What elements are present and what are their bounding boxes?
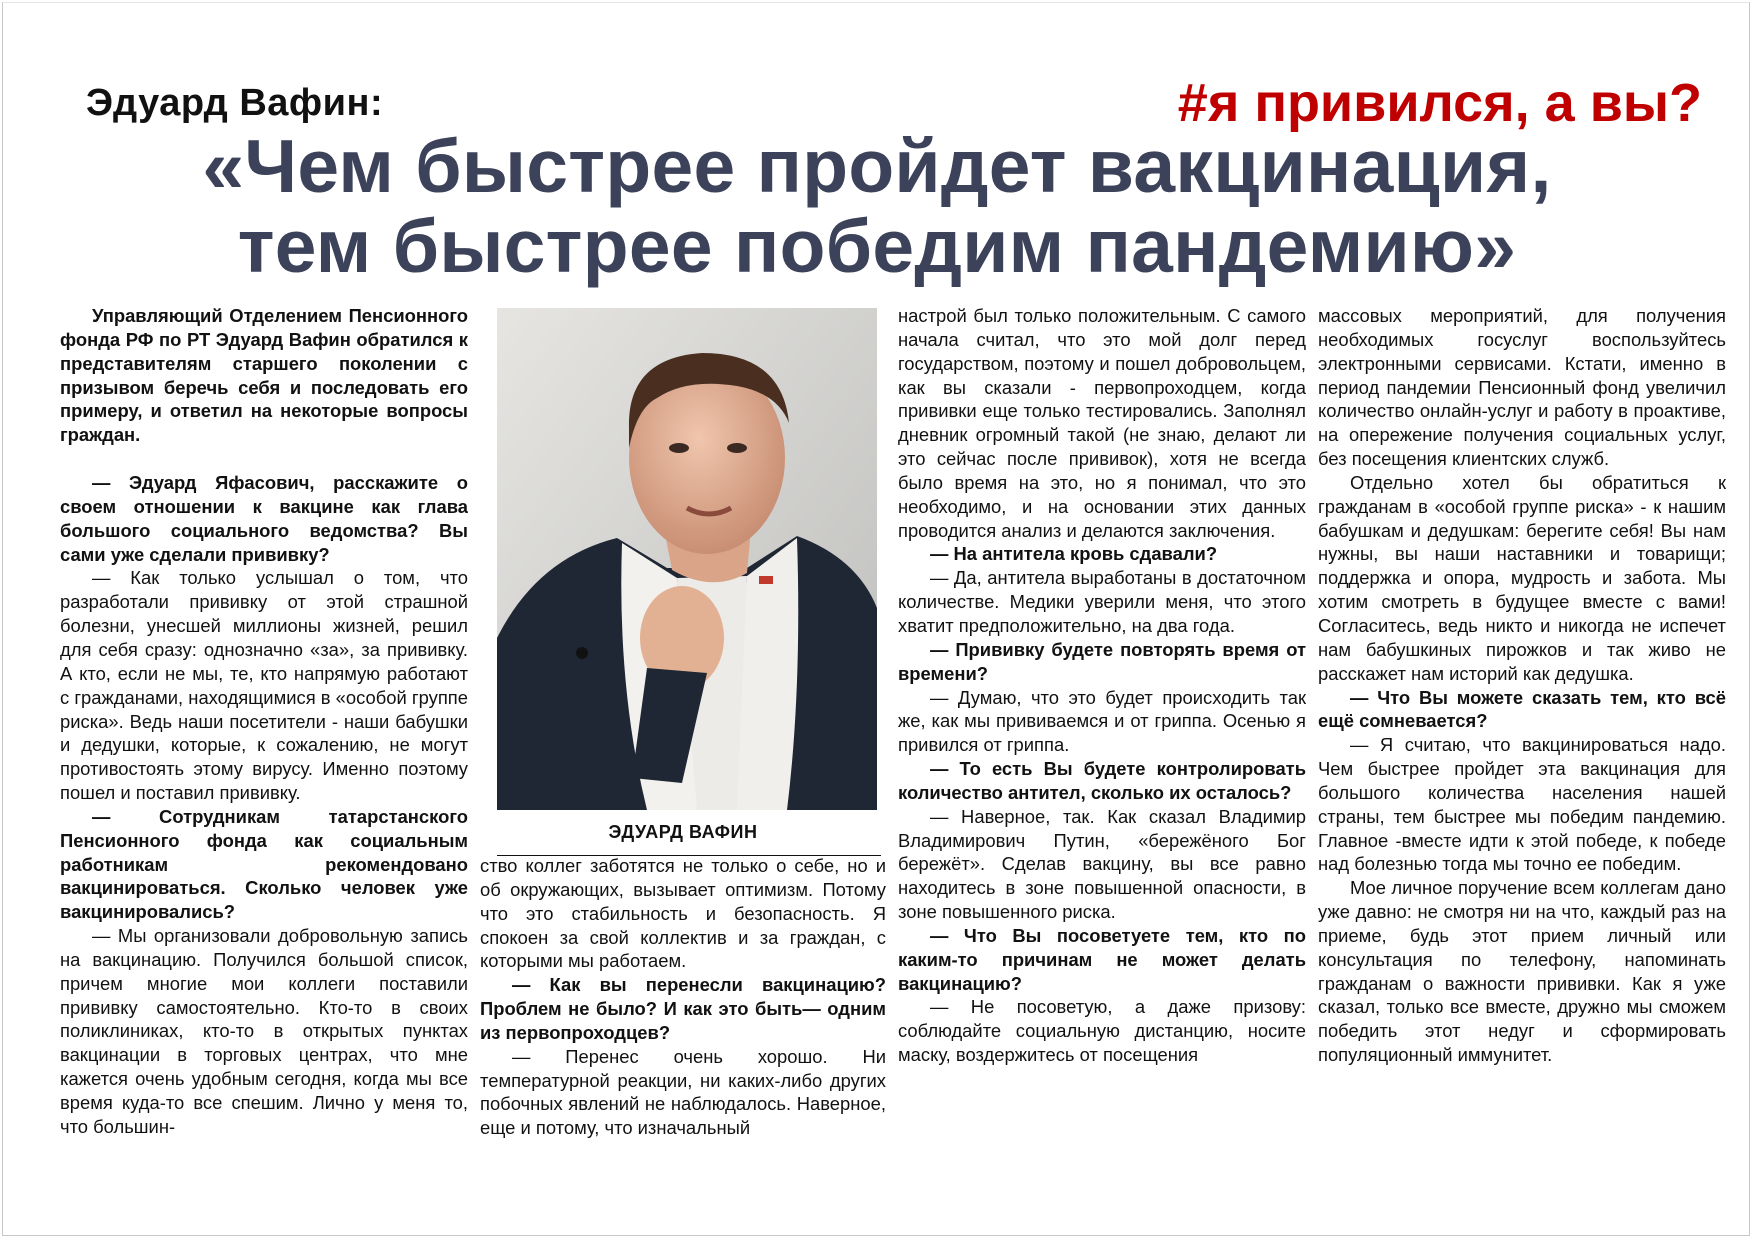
answer-2-part-1: — Мы организовали добровольную запись на вакцинацию. Получился большой список, причем многие мои коллеги поставили прививку самостоятельно. Кто-то в своих поликлиниках, кто-то в открытых пунктах вакцинации в торговых центрах, что мне кажется очень удобным сегодня, когда мы все время куда-то все спешим. Лично у меня то, что большин-: [60, 925, 468, 1137]
question-3: — Как вы перенесли вакцинацию? Проблем не было? И как это быть— одним из первопроходцев?: [480, 974, 886, 1043]
answer-3-part-1: — Перенес очень хорошо. Ни температурной реакции, ни каких-либо других побочных явлений не наблюдалось. Наверное, еще и потому, что изначальный: [480, 1045, 886, 1139]
answer-5: — Думаю, что это будет происходить так же, как мы прививаемся и от гриппа. Осенью я привился от гриппа.: [898, 686, 1306, 756]
portrait-photo: [497, 308, 877, 810]
final-paragraph: Мое личное поручение всем коллегам дано уже давно: не смотря ни на что, каждый раз на приеме, будь этот прием личный или консультация по телефону, напоминать гражданам о важности прививки. Как я уже сказал, только все вместе, дружно мы сможем победить этот недуг и сформировать популяционный иммунитет.: [1318, 877, 1726, 1066]
author-name: Эдуард Вафин:: [86, 82, 384, 124]
article-column-2: [480, 854, 886, 1184]
answer-2-part-2: ство коллег заботятся не только о себе, но и об окружающих, вызывает оптимизм. Потому что это стабильность и безопасность. Я спокоен за свой коллектив и за граждан, с которыми мы работаем.: [480, 855, 886, 972]
answer-8: — Я считаю, что вакцинироваться надо. Чем быстрее пройдет эта вакцинация для большого количества населения нашей страны, тем быстрее мы победим пандемию. Главное -вместе идти к этой победе, к победе над болезнью тогда мы точно ее победим.: [1318, 734, 1726, 875]
article-column-4: [1318, 304, 1726, 1184]
headline-line-2: тем быстрее победим пандемию»: [237, 204, 1517, 288]
question-8: — Что Вы можете сказать тем, кто всё ещё сомневается?: [1318, 686, 1726, 732]
photo-caption: ЭДУАРД ВАФИН: [608, 822, 758, 842]
appeal-paragraph: Отдельно хотел бы обратиться к гражданам в «особой группе риска» - к нашим бабушкам и дедушкам: берегите себя! Вы нам нужны, вы наши наставники и товарищи; поддержка и опора, мудрость и забота. Мы хотим смотреть в будущее вместе с вами! Согласитесь, ведь никто и никогда не испечет нам бабушкиных пирожков и так живо не расскажет нам историй как дедушка.: [1318, 471, 1726, 684]
question-1: — Эдуард Яфасович, расскажите о своем отношении к вакцине как глава большого социального ведомства? Вы сами уже сделали прививку?: [60, 472, 468, 565]
question-6: — То есть Вы будете контролировать количество антител, сколько их осталось?: [898, 758, 1306, 803]
paragraph-gap: [60, 447, 468, 471]
article-column-3: [898, 304, 1306, 1184]
question-5: — Прививку будете повторять время от времени?: [898, 638, 1306, 684]
hashtag-slogan: #я привился, а вы?: [1177, 73, 1702, 133]
answer-4: — Да, антитела выработаны в достаточном количестве. Медики уверили меня, что этого хватит предположительно, на два года.: [898, 567, 1306, 636]
headline: [0, 126, 1754, 286]
question-7: — Что Вы посоветуете тем, кто по каким-то причинам не может делать вакцинацию?: [898, 924, 1306, 994]
article-column-1: [60, 304, 468, 1184]
headline-line-1: «Чем быстрее пройдет вакцинация,: [202, 124, 1552, 208]
answer-7-part-1: — Не посоветую, а даже призову: соблюдайте социальную дистанцию, носите маску, воздержитесь от посещения: [898, 996, 1306, 1066]
answer-1: — Как только услышал о том, что разработали прививку от этой страшной болезни, унесшей миллионы жизней, решил для себя сразу: однозначно «за», за прививку. А кто, если не мы, те, кто напрямую работают с гражданами, находящимися в «особой группе риска». Ведь наши посетители - наши бабушки и дедушки, которые, к сожалению, не могут противостоять этому вирусу. Именно поэтому пошел и поставил прививку.: [60, 567, 468, 804]
answer-3-part-2: настрой был только положительным. С самого начала считал, что это мой долг перед государством, поэтому и пошел добровольцем, как вы сказали - первопроходцем, когда прививки еще только тестировались. Заполнял дневник огромный такой (не знаю, делают ли это сейчас после прививок), хотя не всегда было время на это, но я понимал, что это необходимо, и на основании этих данных проводится анализ и делаются заключения.: [898, 305, 1306, 541]
lead-paragraph: Управляющий Отделением Пенсионного фонда РФ по РТ Эдуард Вафин обратился к представителям старшего поколении с призывом беречь себя и последовать его примеру, и ответил на некоторые вопросы граждан.: [60, 305, 468, 446]
answer-7-part-2: массовых мероприятий, для получения необходимых госуслуг воспользуйтесь электронными сервисами. Кстати, именно в период пандемии Пенсионный фонд увеличил количество онлайн-услуг и работу в проактиве, на опережение получения социальных услуг, без посещения клиентских служб.: [1318, 305, 1726, 470]
portrait-illustration: [497, 308, 877, 810]
answer-6: — Наверное, так. Как сказал Владимир Владимирович Путин, «бережёного Бог бережёт». Сделав вакцину, вы все равно находитесь в зоне повышенной опасности, в зоне повышенного риска.: [898, 805, 1306, 923]
question-2: — Сотрудникам татарстанского Пенсионного фонда как социальным работникам рекомендовано вакцинироваться. Сколько человек уже вакцинировались?: [60, 805, 468, 923]
question-4: — На антитела кровь сдавали?: [930, 543, 1218, 565]
